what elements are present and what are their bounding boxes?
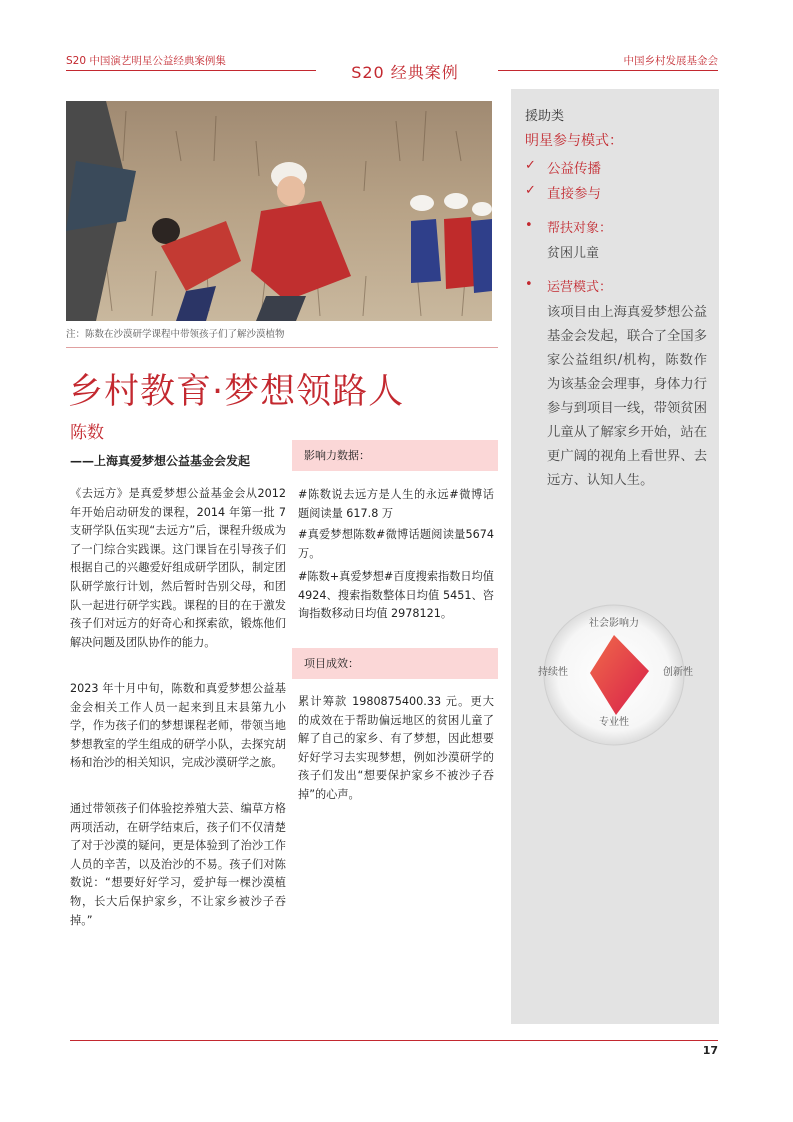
check-icon: ✓ <box>525 183 536 198</box>
sidebar-category: 援助类 <box>525 109 565 124</box>
header-divider-left <box>66 70 316 71</box>
sidebar-target-value: 贫困儿童 <box>547 246 600 261</box>
sidebar-mode-heading: 明星参与模式： <box>525 133 623 149</box>
impact-item-3: #陈数+真爱梦想#百度搜索指数日均值 4924、搜索指数整体日均值 5451、咨询指数移动日均值 2978121。 <box>298 570 494 621</box>
sidebar-mode-item-1: 公益传播 <box>547 161 601 177</box>
header-divider-right <box>498 70 718 71</box>
sidebar-panel <box>511 89 719 1024</box>
sidebar-mode-item-2: 直接参与 <box>547 186 601 202</box>
body-paragraph-3: 通过带领孩子们体验挖养殖大芸、编草方格两项活动，在研学结束后，孩子们不仅清楚了对于沙漠的疑问，更是体验到了治沙工作人员的辛苦，以及治沙的不易。孩子们对陈数说：“想要好好学习，爱护每一棵沙漠植物，长大后保护家乡，不让家乡被沙子吞掉。” <box>70 802 286 927</box>
results-heading: 项目成效： <box>292 648 498 679</box>
radar-axis-bottom: 专业性 <box>599 717 629 728</box>
radar-axis-left: 持续性 <box>538 667 568 678</box>
article-title: 乡村教育·梦想领路人 <box>68 372 405 412</box>
bullet-icon: • <box>525 277 533 292</box>
radar-axis-top: 社会影响力 <box>589 618 639 629</box>
sidebar-operation-label: 运营模式： <box>547 280 613 295</box>
body-paragraph-1: 《去远方》是真爱梦想公益基金会从2012 年开始启动研发的课程，2014 年第一批 7 支研学队伍实现“去远方”后，课程升级成为了一门综合实践课。这门课旨在引导孩子们根据自己的兴趣爱好组成研学团队，制定团队研学旅行计划，然后暂时告别父母，和团队一起进行研学实践。课程的目的在于激发孩子们对远方的好奇心和探索欲，锻炼他们解决问题及团队协作的能力。 <box>70 487 286 649</box>
footer-divider <box>70 1040 718 1041</box>
photo-illustration <box>66 101 492 321</box>
evaluation-radar <box>530 603 698 747</box>
header-section-title: S20 经典案例 <box>351 63 459 82</box>
sidebar-target-label: 帮扶对象： <box>547 221 613 236</box>
activity-photo <box>66 101 492 321</box>
check-icon: ✓ <box>525 158 536 173</box>
sidebar-operation-text: 该项目由上海真爱梦想公益基金会发起，联合了全国多家公益组织/机构，陈数作为该基金会理事，身体力行参与到项目一线，带领贫困儿童从了解家乡开始，站在更广阔的视角上看世界、去远方、认知人生。 <box>547 305 707 488</box>
header-collection-title: S20 中国演艺明星公益经典案例集 <box>66 55 226 67</box>
impact-heading: 影响力数据： <box>292 440 498 471</box>
header-organization: 中国乡村发展基金会 <box>623 55 718 67</box>
body-paragraph-2: 2023 年十月中旬，陈数和真爱梦想公益基金会相关工作人员一起来到且末县第九小学，作为孩子们的梦想课程老师，带领当地梦想教室的学生组成的研学小队，去探究胡杨和治沙的相关知识，完成沙漠研学之旅。 <box>70 682 286 770</box>
radar-axis-right: 创新性 <box>663 667 693 678</box>
results-text: 累计筹款 1980875400.33 元。更大的成效在于帮助偏远地区的贫困儿童了解了自己的家乡、有了梦想，因此想要好好学习去实现梦想，例如沙漠研学的孩子们发出“想要保护家乡不被沙子吞掉”的心声。 <box>298 695 494 801</box>
impact-item-2: #真爱梦想陈数#微博话题阅读量5674 万。 <box>298 528 494 560</box>
bullet-icon: • <box>525 218 533 233</box>
article-subtitle: ——上海真爱梦想公益基金会发起 <box>70 454 251 468</box>
article-author: 陈数 <box>70 423 104 443</box>
page-number: 17 <box>702 1044 718 1057</box>
photo-caption: 注：陈数在沙漠研学课程中带领孩子们了解沙漠植物 <box>66 329 285 340</box>
caption-divider <box>66 347 498 348</box>
impact-item-1: #陈数说去远方是人生的永远#微博话题阅读量 617.8 万 <box>298 488 494 520</box>
